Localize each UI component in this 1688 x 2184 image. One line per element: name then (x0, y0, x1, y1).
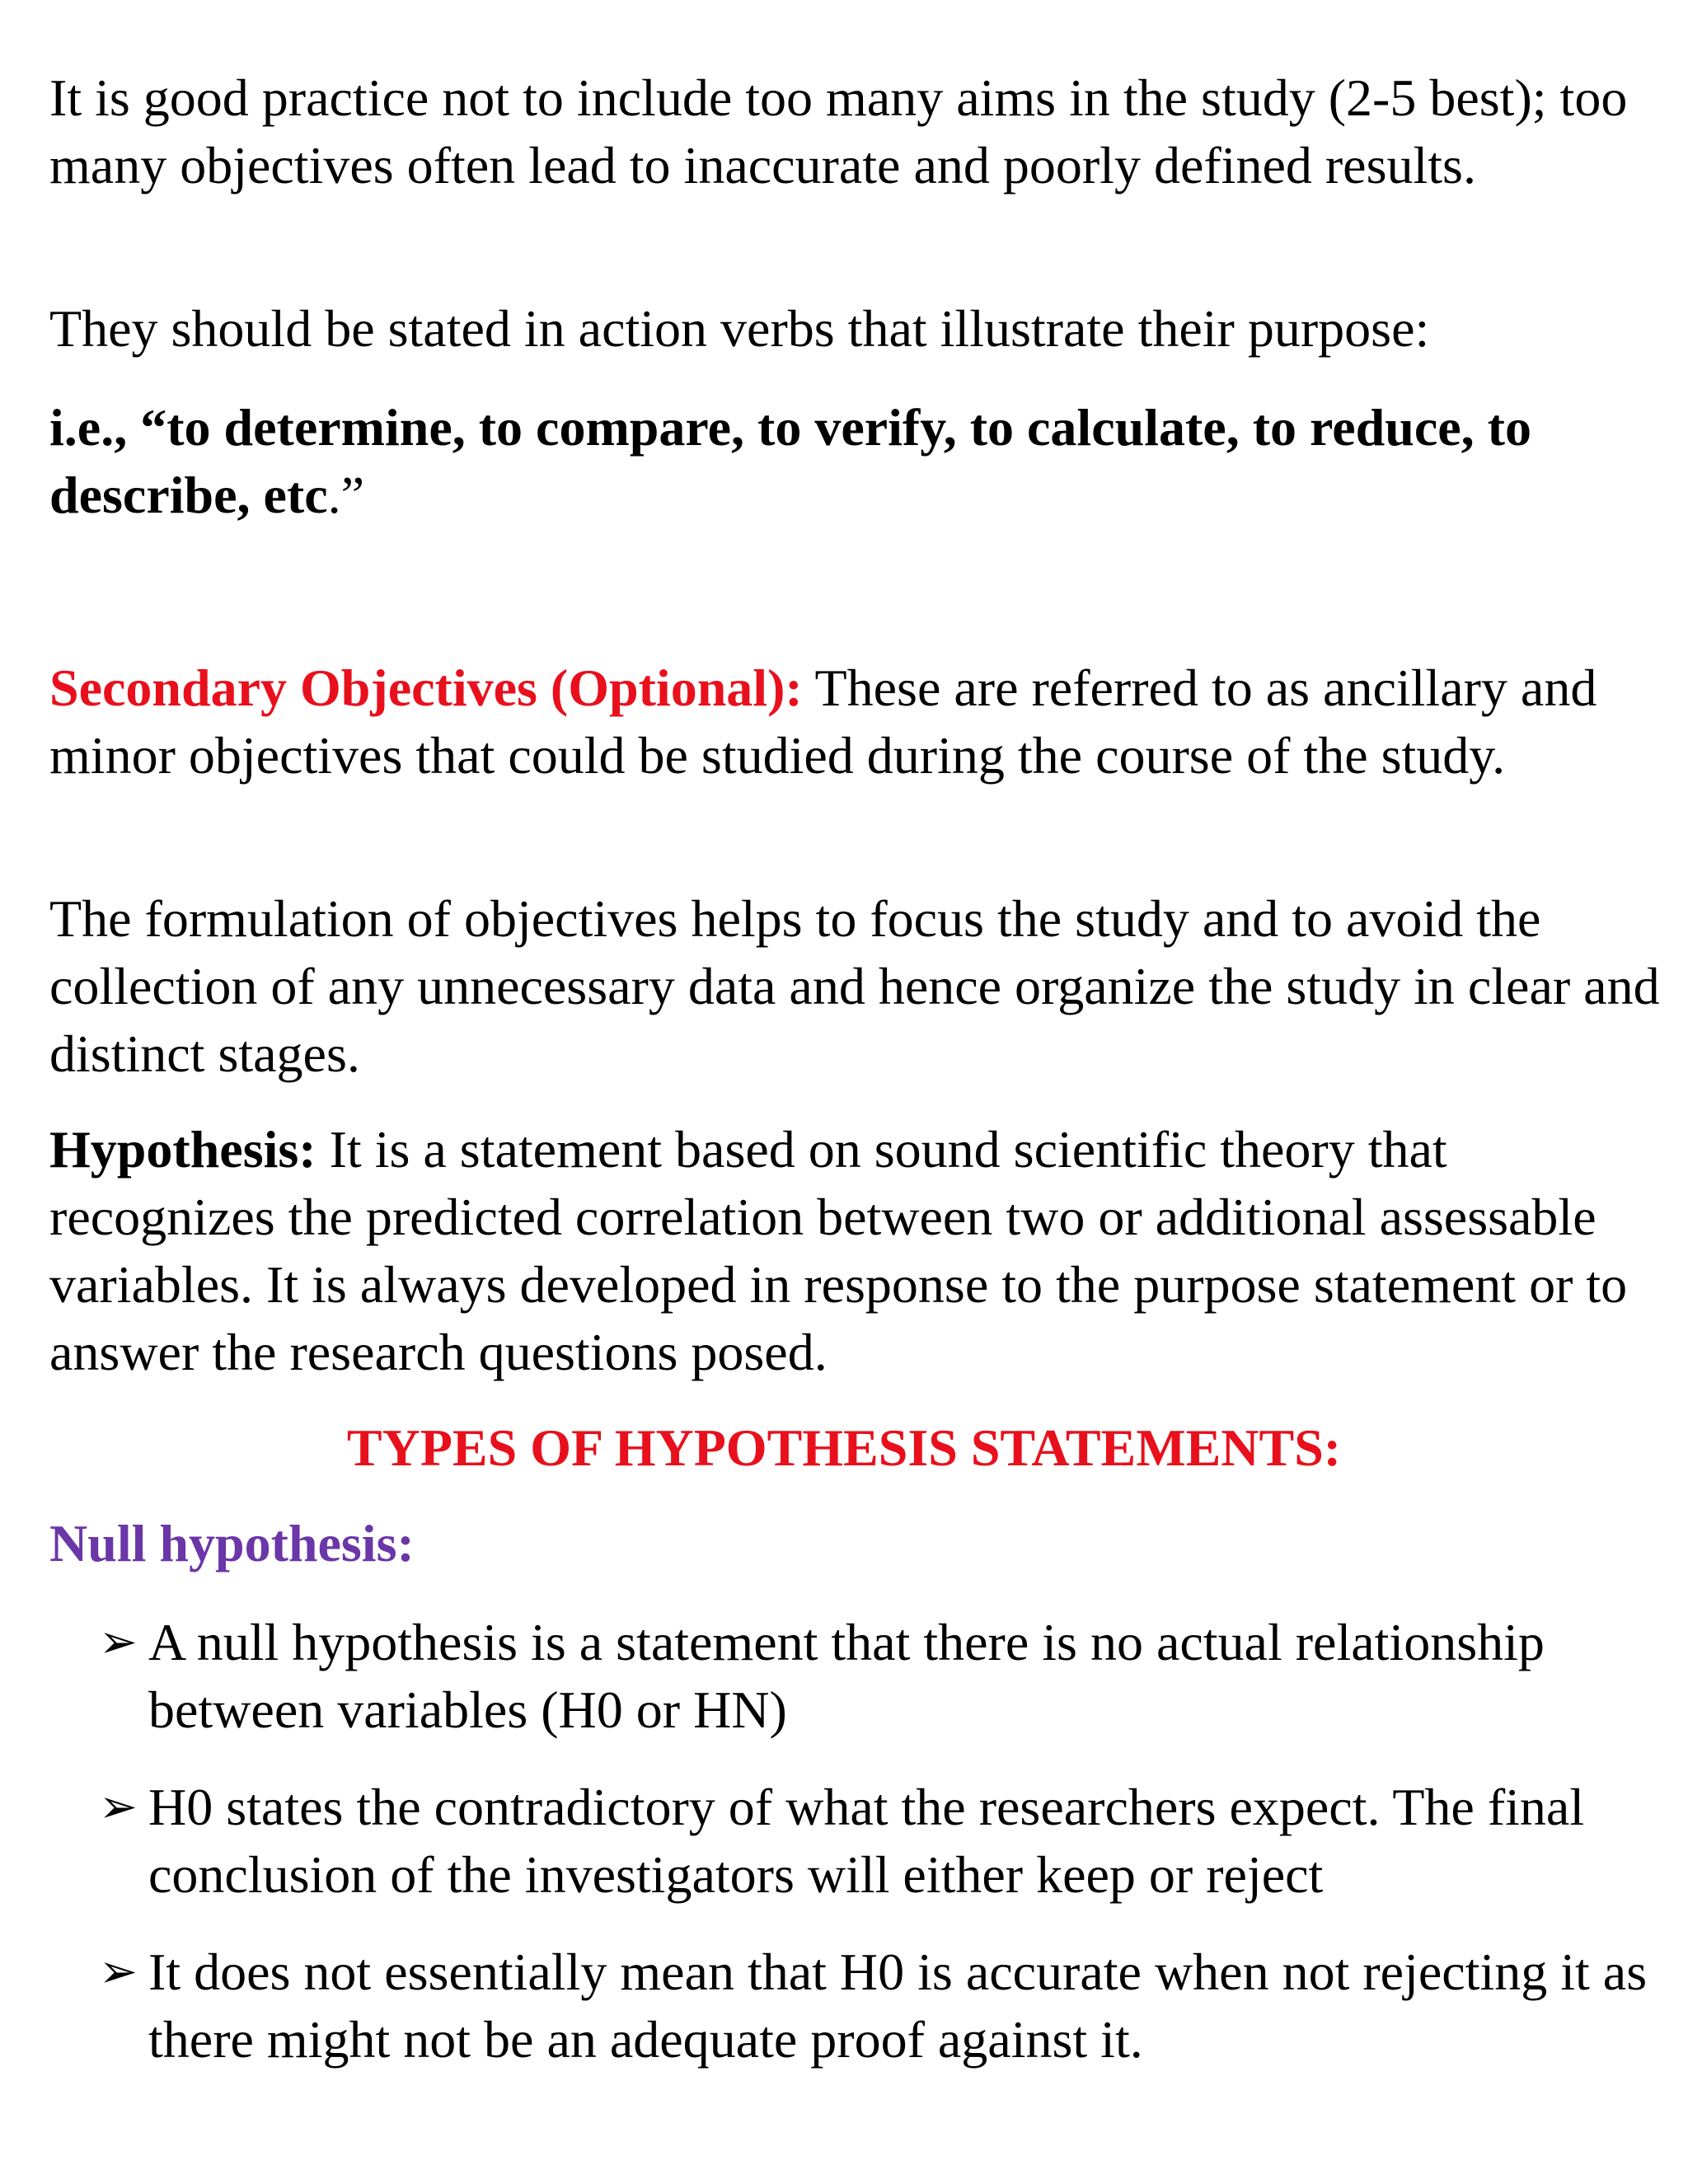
paragraph-secondary-objectives (49, 654, 1665, 790)
paragraph-action-verbs: They should be stated in action verbs that illustrate their purpose: (49, 299, 1430, 358)
verb-examples-bold: i.e., “to determine, to compare, to verify, to calculate, to reduce, to describe, etc (49, 398, 1531, 524)
bullet-item (99, 1938, 1665, 2074)
secondary-objectives-text: These are referred to as ancillary and minor objectives that could be studied during the course of the study. (49, 658, 1597, 785)
hypothesis-label: Hypothesis: (49, 1120, 316, 1179)
paragraph-hypothesis (49, 1116, 1665, 1386)
verb-examples-closing-quote: .” (327, 466, 365, 524)
secondary-objectives-label: Secondary Objectives (Optional): (49, 658, 803, 717)
bullet-item (99, 1774, 1665, 1909)
arrow-bullet-icon: ➢ (99, 1617, 138, 1668)
bullet-text: A null hypothesis is a statement that there is no actual relationship between variables (H0 or HN) (148, 1613, 1545, 1739)
arrow-bullet-icon: ➢ (99, 1782, 138, 1833)
null-hypothesis-label: Null hypothesis: (49, 1514, 415, 1572)
hypothesis-text: It is a statement based on sound scientific theory that recognizes the predicted correlation between two or additional assessable variables. It is always developed in response to the purpose statement or to answer the research questions posed. (49, 1120, 1628, 1381)
arrow-bullet-icon: ➢ (99, 1947, 138, 1998)
bullet-text: It does not essentially mean that H0 is accurate when not rejecting it as there might not be an adequate proof against it. (148, 1943, 1648, 2069)
bullet-item (99, 1609, 1665, 1744)
paragraph-verb-examples (49, 394, 1665, 529)
bullet-text: H0 states the contradictory of what the researchers expect. The final conclusion of the investigators will either keep or reject (148, 1778, 1585, 1904)
paragraph-formulation: The formulation of objectives helps to focus the study and to avoid the collection of any unnecessary data and hence organize the study in clear and distinct stages. (49, 889, 1660, 1083)
paragraph-aims-practice: It is good practice not to include too many aims in the study (2-5 best); too many objectives often lead to inaccurate and poorly defined results. (49, 68, 1628, 194)
types-heading: TYPES OF HYPOTHESIS STATEMENTS: (346, 1418, 1342, 1477)
